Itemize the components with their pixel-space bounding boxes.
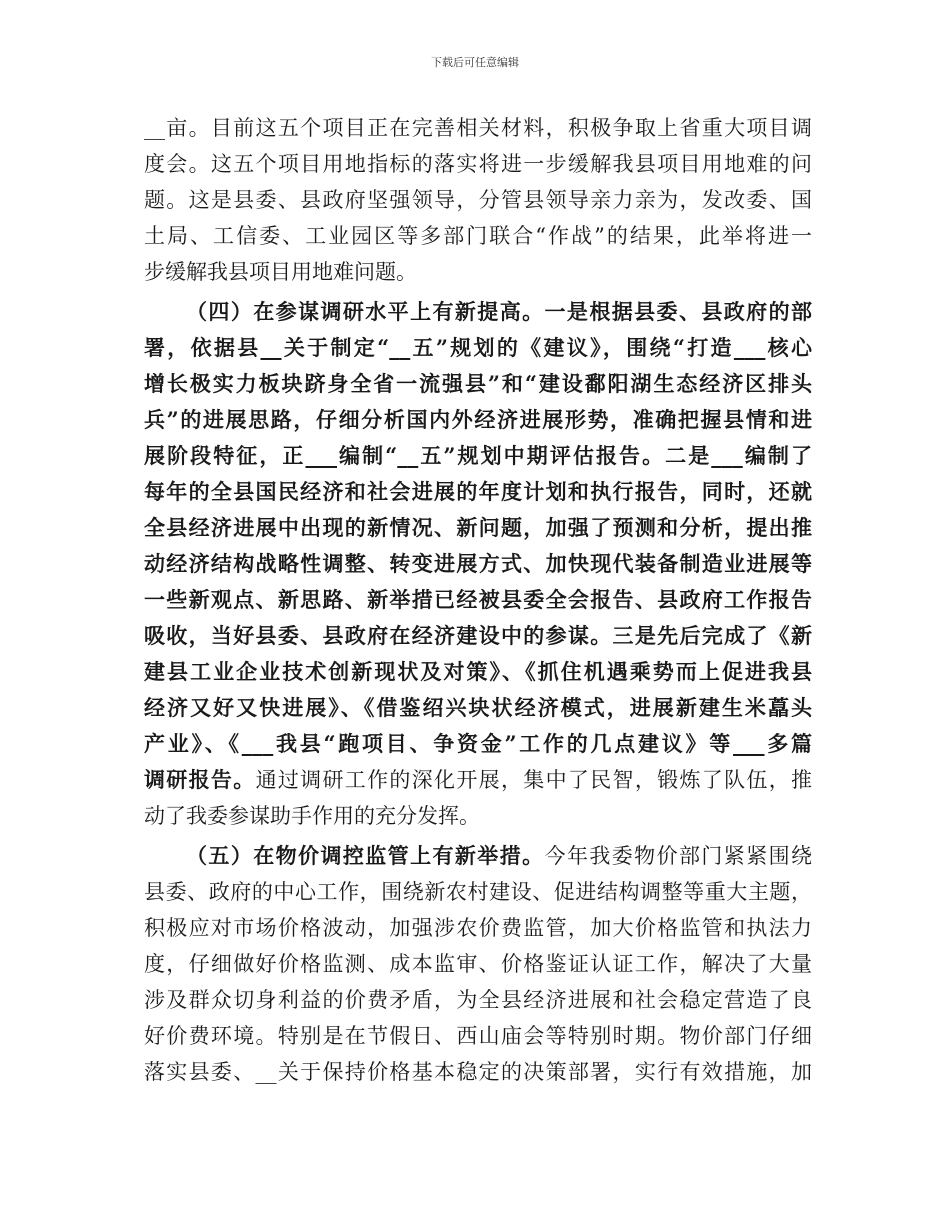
text-line: 县委、政府的中心工作，围绕新农村建设、促进结构调整等重大主题， [144,880,812,904]
text-line: 度会。这五个项目用地指标的落实将进一步缓解我县项目用地难的问 [144,152,812,176]
text-line: 好价费环境。特别是在节假日、西山庙会等特别时期。物价部门仔细 [144,1024,812,1048]
text-line: 步缓解我县项目用地难问题。 [144,260,417,284]
section-heading-line: （四）在参谋调研水平上有新提高。一是根据县委、县政府的部 [186,299,812,324]
text-line: 署，依据县__关于制定“__五”规划的《建议》，围绕“打造___核心 [144,335,812,360]
text-line: 动了我委参谋助手作用的充分发挥。 [144,804,480,828]
text-line: 涉及群众切身利益的价费矛盾，为全县经济进展和社会稳定营造了良 [144,988,812,1012]
text-line: 落实县委、__关于保持价格基本稳定的决策部署，实行有效措施，加 [144,1060,812,1084]
text-line: 每年的全县国民经济和社会进展的年度计划和执行报告，同时，还就 [144,479,812,504]
page-header: 下载后可任意编辑 [431,56,519,69]
text-line: 吸收，当好县委、县政府在经济建设中的参谋。三是先后完成了《新 [144,623,812,648]
text-line: 度，仔细做好价格监测、成本监审、价格鉴证认证工作，解决了大量 [144,952,812,976]
text-line: 展阶段特征，正___编制“__五”规划中期评估报告。二是___编制了 [144,443,812,468]
text-line: 产业》、《___我县“跑项目、争资金”工作的几点建议》等___多篇 [144,731,812,756]
text-line: __亩。目前这五个项目正在完善相关材料，积极争取上省重大项目调 [144,116,812,140]
text-line: 土局、工信委、工业园区等多部门联合“作战”的结果，此举将进一 [144,224,812,248]
text-line: 一些新观点、新思路、新举措已经被县委全会报告、县政府工作报告 [144,587,812,612]
text-line: 经济又好又快进展》、《借鉴绍兴块状经济模式，进展新建生米藠头 [144,695,812,720]
text-line: 增长极实力板块跻身全省一流强县”和“建设鄱阳湖生态经济区排头 [144,371,812,396]
text-line: 积极应对市场价格波动，加强涉农价费监管，加大价格监管和执法力 [144,916,812,940]
text-line: 题。这是县委、县政府坚强领导，分管县领导亲力亲为，发改委、国 [144,188,812,212]
text-line: 调研报告。通过调研工作的深化开展，集中了民智，锻炼了队伍，推 [144,767,813,792]
text-line: 建县工业企业技术创新现状及对策》、《抓住机遇乘势而上促进我县 [144,659,812,684]
text-line: 全县经济进展中出现的新情况、新问题，加强了预测和分析，提出推 [144,515,812,540]
text-line: 兵”的进展思路，仔细分析国内外经济进展形势，准确把握县情和进 [144,407,812,432]
section-heading-line: （五）在物价调控监管上有新举措。今年我委物价部门紧紧围绕 [186,843,813,868]
text-line: 动经济结构战略性调整、转变进展方式、加快现代装备制造业进展等 [144,551,812,576]
